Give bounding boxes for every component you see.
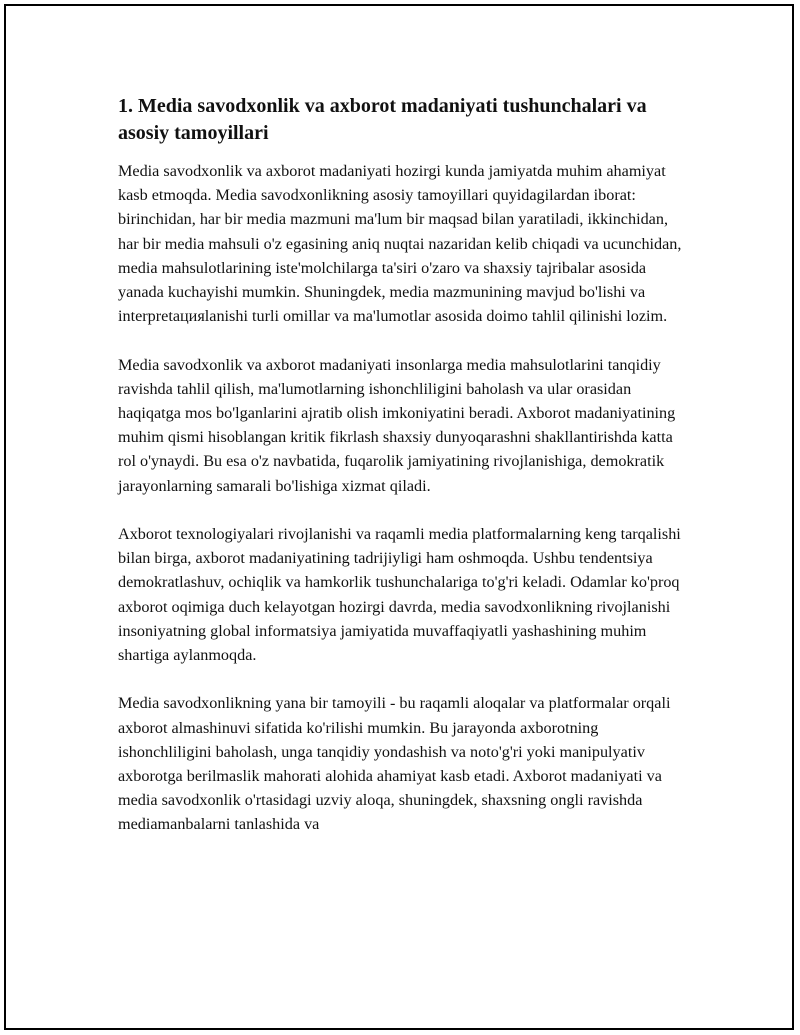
paragraph-3: Axborot texnologiyalari rivojlanishi va raqamli media platformalarning keng tarqalishi bilan birga, axborot madaniyatining tadrijiyligi ham oshmoqda. Ushbu tendentsiya demokratlashuv, ochiqlik va hamkorlik tushunchalariga to'g'ri keladi. Odamlar ko'proq axborot oqimiga duch kelayotgan hozirgi davrda, media savodxonlikning rivojlanishi insoniyatning global informatsiya jamiyatida muvaffaqiyatli yashashining muhim shartiga aylanmoqda. <box>118 525 681 665</box>
document-body <box>118 93 690 861</box>
section-heading: 1. Media savodxonlik va axborot madaniyati tushunchalari va asosiy tamoyillari <box>118 95 647 144</box>
paragraph-2: Media savodxonlik va axborot madaniyati insonlarga media mahsulotlarini tanqidiy ravishda tahlil qilish, ma'lumotlarning ishonchliligini baholash va ular orasidan haqiqatga mos bo'lganlarini ajratib olish imkoniyatini beradi. Axborot madaniyatining muhim qismi hisoblangan kritik fikrlash shaxsiy dunyoqarashni shakllantirishda katta rol o'ynaydi. Bu esa o'z navbatida, fuqarolik jamiyatining rivojlanishiga, demokratik jarayonlarning samarali bo'lishiga xizmat qiladi. <box>118 355 676 495</box>
paragraph-1: Media savodxonlik va axborot madaniyati hozirgi kunda jamiyatda muhim ahamiyat kasb etmoqda. Media savodxonlikning asosiy tamoyillari quyidagilardan iborat: birinchidan, har bir media mazmuni ma'lum bir maqsad bilan yaratiladi, ikkinchidan, har bir media mahsuli o'z egasining aniq nuqtai nazaridan kelib chiqadi va ucunchidan, media mahsulotlarining iste'molchilarga ta'siri o'zaro va shaxsiy tajribalar asosida yanada kuchayishi mumkin. Shuningdek, media mazmunining mavjud bo'lishi va interpretaцияlanishi turli omillar va ma'lumotlar asosida doimo tahlil qilinishi lozim. <box>118 162 682 326</box>
paragraph-4: Media savodxonlikning yana bir tamoyili - bu raqamli aloqalar va platformalar orqali axborot almashinuvi sifatida ko'rilishi mumkin. Bu jarayonda axborotning ishonchliligini baholash, unga tanqidiy yondashish va noto'g'ri yoki manipulyativ axborotga berilmaslik mahorati alohida ahamiyat kasb etadi. Axborot madaniyati va media savodxonlik o'rtasidagi uzviy aloqa, shuningdek, shaxsning ongli ravishda mediamanbalarni tanlashida va <box>118 694 671 834</box>
